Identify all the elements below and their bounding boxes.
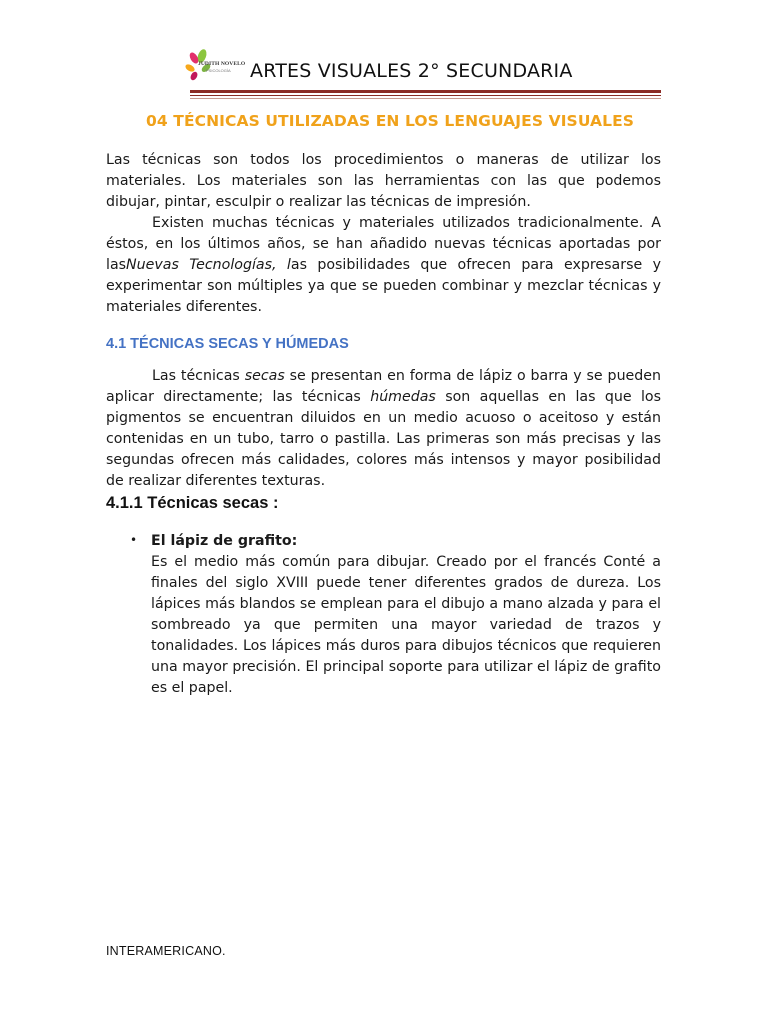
section-heading-4-1-1: 4.1.1 Técnicas secas : [106,494,279,513]
section-4-1-paragraph [106,366,661,492]
list-item [106,530,661,552]
intro-p2-text-end: as posibilidades que ofrecen para expresarse y experimentar son múltiples ya que se pueden combinar y mezclar técnicas y materiales diferentes. [106,257,661,315]
header-rule [190,90,661,93]
chapter-title: 04 TÉCNICAS UTILIZADAS EN LOS LENGUAJES VISUALES [146,112,635,130]
header-title: ARTES VISUALES 2° SECUNDARIA [250,60,573,82]
logo-subtext: PSICOLOGÍA [206,68,231,73]
intro-paragraph-2 [106,213,661,318]
list-item-body: Es el medio más común para dibujar. Creado por el francés Conté a finales del siglo XVIII puede tener diferentes grados de dureza. Los lápices más blandos se emplean para el dibujo a mano alzada y para el sombreado ya que permiten una mayor variedad de trazos y tonalidades. Los lápices más duros para dibujos técnicos que requieren una mayor precisión. El principal soporte para utilizar el lápiz de grafito es el papel. [151,553,661,696]
list-item-label: El lápiz de grafito: [151,532,298,549]
s41-text-2: se presentan en forma de lápiz o barra y se pueden aplicar directamente; las técnicas [106,368,662,406]
s41-emphasis-secas: secas [244,368,285,385]
document-body [106,112,661,699]
intro-paragraph-1: Las técnicas son todos los procedimientos o maneras de utilizar los materiales. Los materiales son las herramientas con las que podemos dibujar, pintar, esculpir o realizar las técnicas de impresión. [106,152,661,210]
logo-text: JUDITH NOVELO [198,61,246,67]
s41-text-3: son aquellas en las que los pigmentos se encuentran diluidos en un medio acuoso o aceitoso y están contenidas en un tubo, tarro o pastilla. Las primeras son más precisas y las segundas ofrecen más calidades, colores más intensos y mayor posibilidad de realizar diferentes texturas. [106,389,661,490]
intro-p2-emphasis: Nuevas Tecnologías, l [126,257,291,273]
bullet-icon: • [130,532,138,547]
header-rule-light [190,98,661,99]
header-rule-thin [190,95,661,96]
s41-text-1: Las técnicas [152,368,245,385]
section-heading-4-1: 4.1 TÉCNICAS SECAS Y HÚMEDAS [106,336,349,352]
page-header [0,0,768,110]
page-footer: INTERAMERICANO. [106,944,226,958]
s41-emphasis-humedas: húmedas [370,389,436,406]
intro-p2-text: Existen muchas técnicas y materiales utilizados tradicionalmente. A éstos, en los últimos años, se han añadido nuevas técnicas aportadas por las [106,215,661,273]
